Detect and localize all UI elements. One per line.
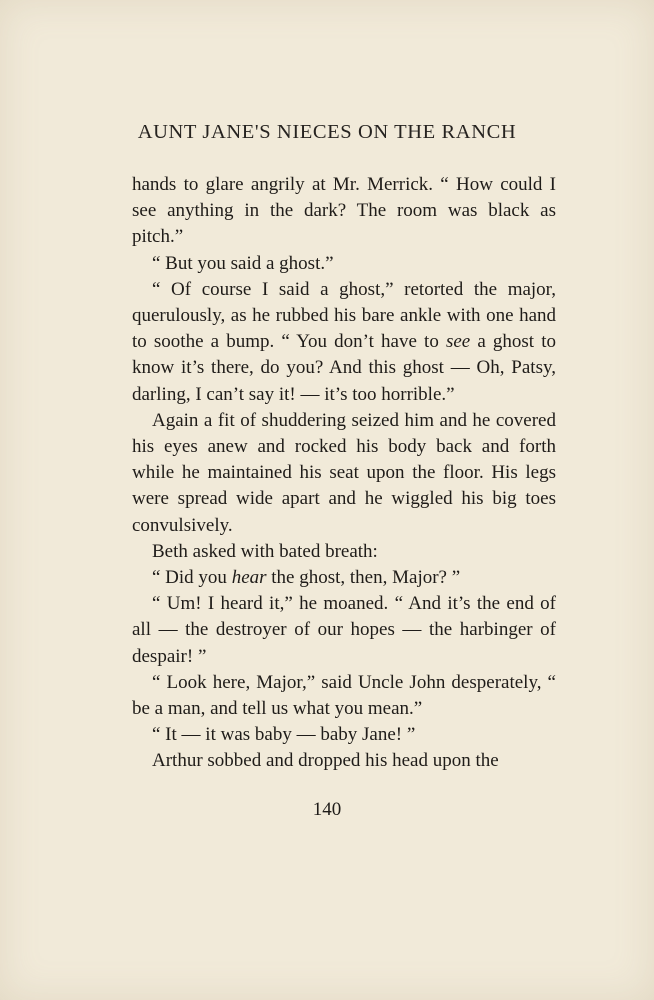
paragraph [132,565,556,591]
text-run: Again a fit of shuddering seized him and he covered his eyes anew and rocked his body back and forth while he maintained his seat upon the floor. His legs were spread wide apart and he wiggled his big toes convulsively. [132,409,556,536]
paragraph [132,591,556,670]
text-run: “ Um! I heard it,” he moaned. “ And it’s the end of all — the destroyer of our hopes — the harbinger of despair! ” [132,593,556,667]
running-head: AUNT JANE'S NIECES ON THE RANCH [137,121,517,143]
paragraph [132,539,556,565]
italic-text: hear [231,567,267,589]
text-run: hands to glare angrily at Mr. Merrick. “ How could I see anything in the dark? The room was black as pitch.” [132,174,556,248]
text-run: the ghost, then, Major? ” [266,567,461,589]
text-run: Beth asked with bated breath: [152,540,378,562]
text-run: “ Of course I said a ghost,” retorted the major, querulously, as he rubbed his bare ankle with one hand to soothe a bump. “ You don’t have to [132,278,556,353]
text-run: “ It — it was baby — baby Jane! ” [152,724,416,746]
paragraph [132,408,556,539]
text-run: Arthur sobbed and dropped his head upon the [152,750,499,772]
page-number: 140 [312,799,342,820]
paragraph [132,748,556,774]
text-run: “ But you said a ghost.” [152,252,334,274]
body-text [132,172,556,775]
text-run: “ Look here, Major,” said Uncle John desperately, “ be a man, and tell us what you mean.” [132,671,556,720]
paragraph [132,722,556,748]
text-run: “ Did you [152,567,232,589]
paragraph [132,172,556,251]
text-run: a ghost to know it’s there, do you? And this ghost — Oh, Patsy, darling, I can’t say it! — it’s too horrible.” [132,331,556,405]
italic-text: see [445,331,471,353]
paragraph [132,670,556,722]
paragraph [132,251,556,277]
paragraph [132,277,556,408]
